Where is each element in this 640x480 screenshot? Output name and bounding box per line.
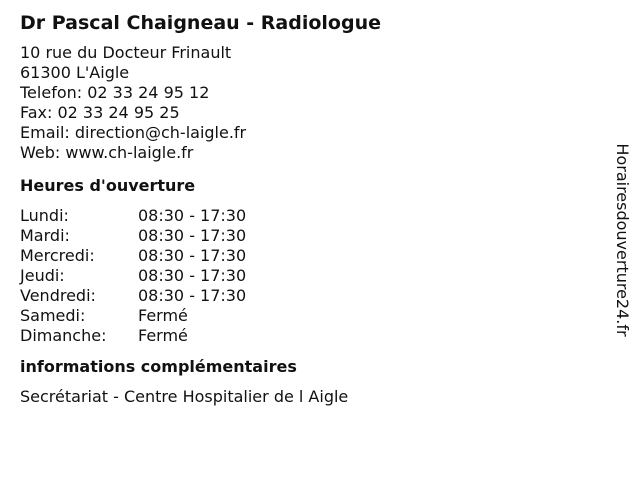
additional-info-heading: informations complémentaires — [20, 357, 297, 376]
street-address: 10 rue du Docteur Frinault — [20, 43, 232, 62]
hours-row-sunday — [20, 326, 590, 346]
city-postcode: 61300 L'Aigle — [20, 63, 130, 82]
opening-hours-heading: Heures d'ouverture — [20, 176, 196, 195]
business-card — [20, 10, 590, 407]
time-value: Fermé — [138, 326, 188, 345]
hours-row-tuesday — [20, 226, 590, 246]
day-label: Vendredi: — [20, 286, 96, 305]
hours-row-friday — [20, 286, 590, 306]
hours-row-wednesday — [20, 246, 590, 266]
hours-row-monday — [20, 206, 590, 226]
opening-hours-table — [20, 206, 590, 346]
time-value: 08:30 - 17:30 — [138, 246, 247, 265]
day-label: Lundi: — [20, 206, 69, 225]
phone-number: Telefon: 02 33 24 95 12 — [20, 83, 210, 102]
time-value: 08:30 - 17:30 — [138, 206, 247, 225]
hours-row-saturday — [20, 306, 590, 326]
email-address: Email: direction@ch-laigle.fr — [20, 123, 247, 142]
day-label: Mardi: — [20, 226, 70, 245]
contact-block — [20, 43, 590, 163]
hours-row-thursday — [20, 266, 590, 286]
time-value: 08:30 - 17:30 — [138, 226, 247, 245]
website-address: Web: www.ch-laigle.fr — [20, 143, 194, 162]
day-label: Mercredi: — [20, 246, 95, 265]
time-value: 08:30 - 17:30 — [138, 266, 247, 285]
day-label: Dimanche: — [20, 326, 107, 345]
time-value: 08:30 - 17:30 — [138, 286, 247, 305]
page-title: Dr Pascal Chaigneau - Radiologue — [20, 12, 381, 34]
time-value: Fermé — [138, 306, 188, 325]
day-label: Samedi: — [20, 306, 86, 325]
day-label: Jeudi: — [20, 266, 65, 285]
fax-number: Fax: 02 33 24 95 25 — [20, 103, 180, 122]
additional-info-text: Secrétariat - Centre Hospitalier de l Aigle — [20, 387, 349, 406]
site-watermark: Horairesdouverture24.fr — [613, 143, 632, 337]
